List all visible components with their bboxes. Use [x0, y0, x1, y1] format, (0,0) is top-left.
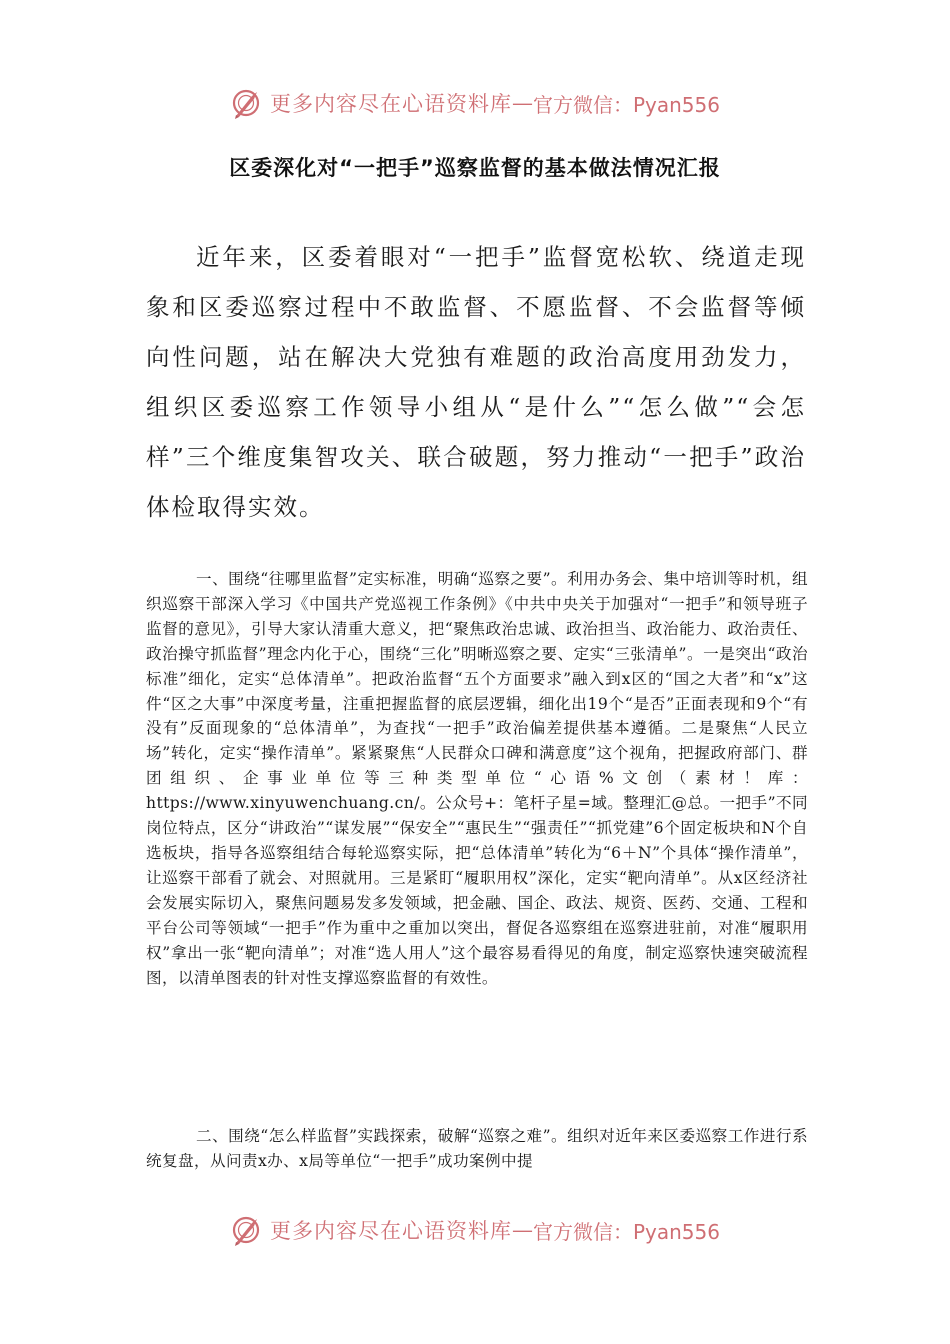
section-two-paragraph: 二、围绕“怎么样监督”实践探索，破解“巡察之难”。组织对近年来区委巡察工作进行系统复盘，从问责x办、x局等单位“一把手”成功案例中提: [146, 1127, 808, 1170]
section-one-paragraph: 一、围绕“往哪里监督”定实标准，明确“巡察之要”。利用办务会、集中培训等时机，组织巡察干部深入学习《中国共产党巡视工作条例》《中共中央关于加强对“一把手”和领导班子监督的意见》，引导大家认清重大意义，把“聚焦政治忠诚、政治担当、政治能力、政治责任、政治操守抓监督”理念内化于心，围绕“三化”明晰巡察之要、定实“三张清单”。一是突出“政治标准”细化，定实“总体清单”。把政治监督“五个方面要求”融入到x区的“国之大者”和“x”这件“区之大事”中深度考量，注重把握监督的底层逻辑，细化出19个“是否”正面表现和9个“有没有”反面现象的“总体清单”，为查找“一把手”政治偏差提供基本遵循。二是聚焦“人民立场”转化，定实“操作清单”。紧紧聚焦“人民群众口碑和满意度”这个视角，把握政府部门、群团组织、企事业单位等三种类型单位“心语%文创（素材！库：https://www.xinyuwenchuang.cn/。公众号+：笔杆子星=域。整理汇@总。一把手”不同岗位特点，区分“讲政治”“谋发展”“保安全”“惠民生”“强责任”“抓党建”6个固定板块和N个自选板块，指导各巡察组结合每轮巡察实际，把“总体清单”转化为“6＋N”个具体“操作清单”，让巡察干部看了就会、对照就用。三是紧盯“履职用权”深化，定实“靶向清单”。从x区经济社会发展实际切入，聚焦问题易发多发领域，把金融、国企、政法、规资、医药、交通、工程和平台公司等领域“一把手”作为重中之重加以突出，督促各巡察组在巡察进驻前，对准“履职用权”拿出一张“靶向清单”；对准“选人用人”这个最容易看得见的角度，制定巡察快速突破流程图，以清单图表的针对性支撑巡察监督的有效性。: [146, 570, 808, 987]
pen-nib-logo-icon: [230, 1213, 264, 1247]
banner-account-text: 官方微信：Pyan556: [532, 92, 720, 117]
intro-paragraph: 近年来，区委着眼对“一把手”监督宽松软、绕道走现象和区委巡察过程中不敢监督、不愿监督、不会监督等倾向性问题，站在解决大党独有难题的政治高度用劲发力，组织区委巡察工作领导小组从“是什么”“怎么做”“会怎样”三个维度集智攻关、联合破题，努力推动“一把手”政治体检取得实效。: [146, 243, 806, 521]
pen-nib-logo-icon: [230, 86, 264, 120]
banner-separator: —: [511, 91, 533, 115]
banner-main-text: 更多内容尽在心语资料库: [269, 92, 512, 116]
banner-account-text: 官方微信：Pyan556: [532, 1219, 720, 1244]
document-title: 区委深化对“一把手”巡察监督的基本做法情况汇报: [229, 156, 721, 180]
banner-separator: —: [511, 1218, 533, 1242]
header-watermark-banner: [0, 83, 950, 123]
banner-main-text: 更多内容尽在心语资料库: [269, 1219, 512, 1243]
footer-watermark-banner: [0, 1210, 950, 1250]
